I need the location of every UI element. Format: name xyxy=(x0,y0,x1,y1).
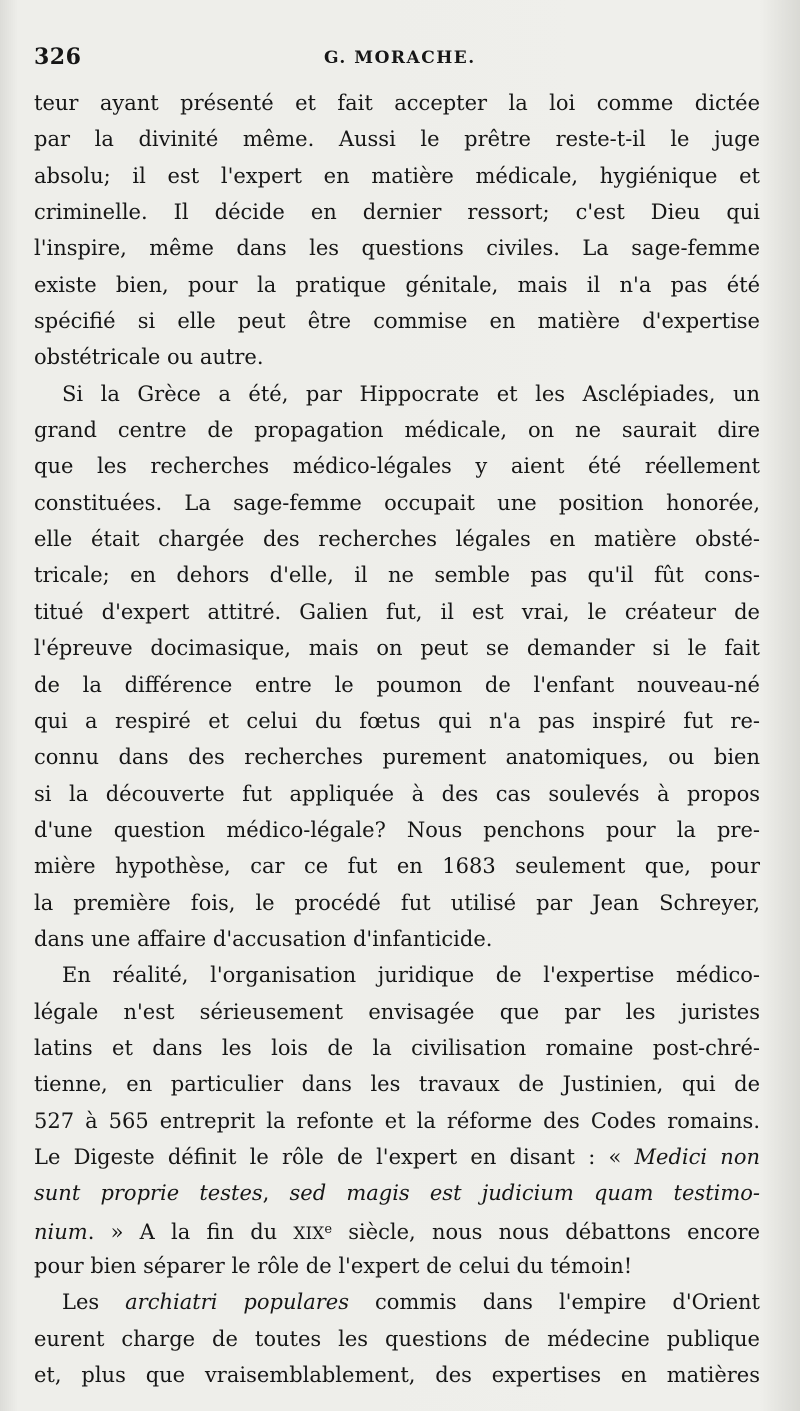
text-line: et, plus que vraisemblablement, des expertises en matières xyxy=(34,1363,760,1388)
text-line: connu dans des recherches purement anatomiques, ou bien xyxy=(34,745,760,770)
text-line: d'une question médico-légale? Nous penchons pour la pre- xyxy=(34,817,760,842)
text-line: si la découverte fut appliquée à des cas soulevés à propos xyxy=(34,781,760,806)
italic-run: sed magis est judicium quam testimo- xyxy=(289,1181,760,1206)
superscript: e xyxy=(324,1221,333,1237)
text-line xyxy=(34,1212,760,1248)
text-line: latins et dans les lois de la civilisation romaine post-chré- xyxy=(34,1035,760,1060)
text-line: elle était chargée des recherches légales en matière obsté- xyxy=(34,527,760,552)
body-text xyxy=(34,85,760,1393)
text-line: obstétricale ou autre. xyxy=(34,345,264,370)
text-line: spécifié si elle peut être commise en matière d'expertise xyxy=(34,309,760,334)
italic-run: sunt proprie testes xyxy=(34,1181,263,1206)
text-line: 527 à 565 entreprit la refonte et la réforme des Codes romains. xyxy=(34,1108,760,1133)
page-header xyxy=(34,44,764,78)
text-line: pour bien séparer le rôle de l'expert de celui du témoin! xyxy=(34,1254,633,1278)
text-run: siècle, nous nous débattons encore xyxy=(332,1219,760,1244)
italic-run: Medici non xyxy=(634,1144,760,1169)
text-line: par la divinité même. Aussi le prêtre reste-t-il le juge xyxy=(34,127,760,152)
text-line: de la différence entre le poumon de l'enfant nouveau-né xyxy=(34,672,760,697)
text-line: dans une affaire d'accusation d'infanticide. xyxy=(34,926,493,951)
text-line: titué d'expert attitré. Galien fut, il est vrai, le créateur de xyxy=(34,599,760,624)
text-line: tienne, en particulier dans les travaux de Justinien, qui de xyxy=(34,1072,760,1097)
century-numeral: XIX xyxy=(293,1223,325,1244)
text-run: . » A la fin du xyxy=(87,1219,294,1244)
page-number: 326 xyxy=(34,44,82,70)
text-line: légale n'est sérieusement envisagée que par les juristes xyxy=(34,999,760,1024)
text-line: que les recherches médico-légales y aient été réellement xyxy=(34,454,760,479)
text-line: mière hypothèse, car ce fut en 1683 seulement que, pour xyxy=(34,854,760,879)
text-line: l'inspire, même dans les questions civiles. La sage-femme xyxy=(34,236,760,261)
text-line: la première fois, le procédé fut utilisé par Jean Schreyer, xyxy=(34,890,760,915)
text-line: constituées. La sage-femme occupait une position honorée, xyxy=(34,490,760,515)
italic-run: archiatri populares xyxy=(125,1290,349,1315)
text-line: tricale; en dehors d'elle, il ne semble pas qu'il fût cons- xyxy=(34,563,760,588)
text-line: criminelle. Il décide en dernier ressort; c'est Dieu qui xyxy=(34,200,760,225)
text-line: eurent charge de toutes les questions de médecine publique xyxy=(34,1326,760,1351)
text-line: grand centre de propagation médicale, on ne saurait dire xyxy=(34,418,760,443)
text-line xyxy=(34,1175,760,1211)
text-line xyxy=(34,1139,760,1175)
text-line xyxy=(34,1284,760,1320)
text-run: Le Digeste définit le rôle de l'expert en disant : « xyxy=(34,1144,635,1169)
text-line: En réalité, l'organisation juridique de l'expertise médico- xyxy=(62,963,760,988)
text-line: Si la Grèce a été, par Hippocrate et les Asclépiades, un xyxy=(62,381,760,406)
text-run: , xyxy=(262,1181,290,1206)
text-run: commis dans l'empire d'Orient xyxy=(348,1290,760,1315)
running-head: G. MORACHE. xyxy=(324,48,476,68)
text-line: existe bien, pour la pratique génitale, mais il n'a pas été xyxy=(34,272,760,297)
text-line: teur ayant présenté et fait accepter la loi comme dictée xyxy=(34,91,760,115)
text-line: qui a respiré et celui du fœtus qui n'a pas inspiré fut re- xyxy=(34,708,760,733)
text-line: absolu; il est l'expert en matière médicale, hygiénique et xyxy=(34,163,760,188)
text-run: Les xyxy=(62,1290,126,1315)
text-line: l'épreuve docimasique, mais on peut se demander si le fait xyxy=(34,636,760,661)
italic-run: nium xyxy=(34,1219,88,1244)
